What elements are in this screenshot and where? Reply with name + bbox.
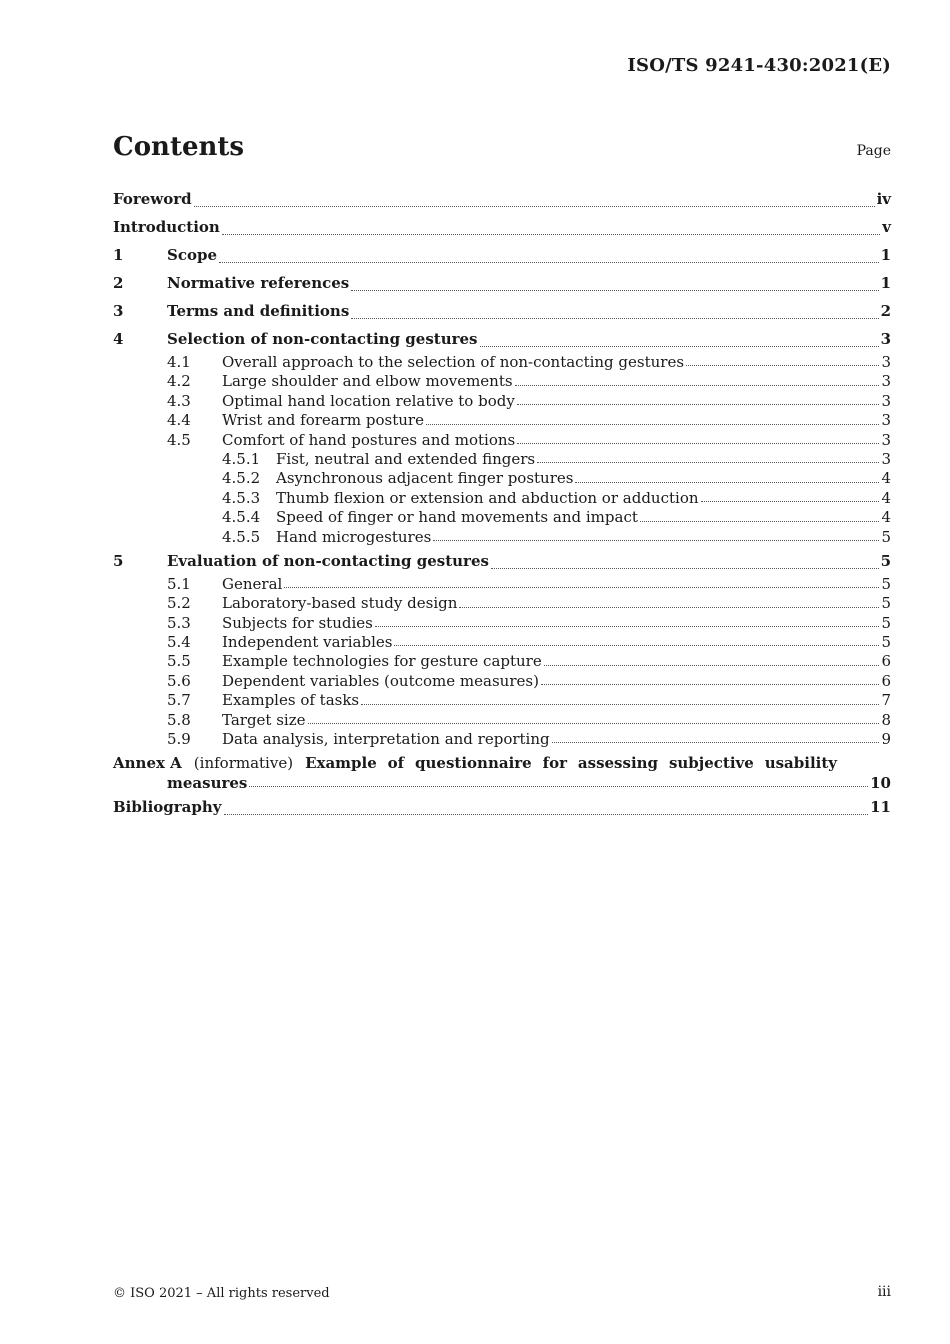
toc-entry-number: 5.1 <box>167 574 191 593</box>
toc-entry-page: 5 <box>881 594 891 613</box>
toc-entry-page: 5 <box>880 551 891 570</box>
toc-entry-number: 1 <box>113 246 124 264</box>
toc-entry-page: 4 <box>881 508 891 527</box>
toc-entry-page: 1 <box>880 274 891 292</box>
toc-entry[interactable] <box>113 508 891 527</box>
dot-leader <box>284 586 879 588</box>
page-column-label: Page <box>856 143 891 159</box>
toc-entry-page: 3 <box>881 449 891 468</box>
toc-entry-number: 3 <box>113 302 124 320</box>
toc-entry-page: 5 <box>881 527 891 546</box>
annex-title-line2: measures <box>167 774 248 793</box>
toc-entry-page: 11 <box>870 798 891 817</box>
toc-entry-page: 8 <box>881 710 891 729</box>
dot-leader <box>544 664 880 666</box>
toc-entry-page: 7 <box>881 691 891 710</box>
toc-entry-page: 4 <box>881 488 891 507</box>
dot-leader <box>575 481 879 483</box>
toc-entry[interactable] <box>113 269 891 297</box>
toc-entry[interactable] <box>113 185 891 213</box>
dot-leader <box>222 233 880 235</box>
toc-entry-title: Asynchronous adjacent finger postures <box>276 469 574 488</box>
toc-entry-number: 4.3 <box>167 391 191 410</box>
toc-entry-title: Evaluation of non-contacting gestures <box>167 551 489 570</box>
dot-leader <box>537 461 879 463</box>
toc-entry-page: iv <box>876 190 891 208</box>
dot-leader <box>394 644 879 646</box>
toc-entry-page: 2 <box>880 302 891 320</box>
toc-entry[interactable] <box>113 614 891 633</box>
toc-entry[interactable] <box>113 213 891 241</box>
toc-entry-page: 5 <box>881 613 891 632</box>
toc-entry[interactable] <box>113 528 891 547</box>
toc-entry[interactable] <box>113 633 891 652</box>
toc-entry-page: 3 <box>880 330 891 348</box>
toc-entry-title: Large shoulder and elbow movements <box>222 372 513 391</box>
toc-entry-page: 3 <box>881 411 891 430</box>
toc-entry-title: Comfort of hand postures and motions <box>222 430 516 449</box>
dot-leader <box>515 384 880 386</box>
dot-leader <box>541 683 880 685</box>
toc-entry[interactable] <box>113 672 891 691</box>
toc-entry[interactable] <box>113 489 891 508</box>
dot-leader <box>491 567 879 569</box>
toc-entry[interactable] <box>113 730 891 749</box>
footer-page-number: iii <box>877 1284 891 1300</box>
toc-entry[interactable] <box>113 547 891 575</box>
dot-leader <box>194 205 875 207</box>
toc-entry-number: 4.5.1 <box>222 449 261 468</box>
footer-copyright: © ISO 2021 – All rights reserved <box>113 1286 330 1301</box>
toc-entry[interactable] <box>113 241 891 269</box>
dot-leader <box>480 345 879 347</box>
toc-entry-title: Selection of non-contacting gestures <box>167 330 478 348</box>
annex-title: Example of questionnaire for assessing subjective usability <box>305 754 837 773</box>
toc-entry-title: Scope <box>167 246 218 264</box>
dot-leader <box>219 261 879 263</box>
dot-leader <box>640 520 880 522</box>
toc-entry-number: 4.1 <box>167 353 191 371</box>
toc-entry-title: Speed of finger or hand movements and impact <box>276 508 638 527</box>
toc-entry-title: Fist, neutral and extended fingers <box>276 449 536 468</box>
toc-entry-number: 5 <box>113 551 124 570</box>
dot-leader <box>351 289 878 291</box>
toc-entry-number: 4.5.5 <box>222 527 261 546</box>
toc-entry-page: 3 <box>881 430 891 449</box>
toc-entry-number: 5.3 <box>167 613 191 632</box>
toc-entry-title: Thumb flexion or extension and abduction or adduction <box>276 488 699 507</box>
toc-entry-title: Laboratory-based study design <box>222 594 458 613</box>
toc-entry[interactable] <box>113 450 891 469</box>
toc-entry-title: Foreword <box>113 190 192 208</box>
toc-entry-title: Overall approach to the selection of non-contacting gestures <box>222 353 685 371</box>
toc-entry-number: 4.4 <box>167 411 191 430</box>
toc-entry-title: Examples of tasks <box>222 691 360 710</box>
toc-entry-page: 5 <box>881 574 891 593</box>
toc-entry-page: 4 <box>881 469 891 488</box>
page-title: Contents <box>113 132 245 162</box>
toc-entry-page: 9 <box>881 730 891 749</box>
toc-entry[interactable] <box>113 353 891 372</box>
toc-entry[interactable] <box>113 431 891 450</box>
toc-entry[interactable] <box>113 372 891 391</box>
toc-entry[interactable] <box>113 297 891 325</box>
dot-leader <box>517 403 880 405</box>
dot-leader <box>459 606 879 608</box>
toc-entry[interactable] <box>113 575 891 594</box>
dot-leader <box>426 423 879 425</box>
toc-entry-title: Bibliography <box>113 798 222 817</box>
toc-entry[interactable] <box>113 652 891 671</box>
toc-entry[interactable] <box>113 711 891 730</box>
toc-entry-number: 5.4 <box>167 633 191 652</box>
annex-qualifier: (informative) <box>193 754 294 773</box>
annex-title-line <box>113 753 891 773</box>
toc-entry-number: 5.7 <box>167 691 191 710</box>
toc-entry-number: 5.5 <box>167 652 191 671</box>
toc-entry-title: Wrist and forearm posture <box>222 411 424 430</box>
dot-leader <box>552 741 880 743</box>
toc-entry-page: 6 <box>881 671 891 690</box>
toc-entry-number: 5.2 <box>167 594 191 613</box>
annex-label: Annex A <box>113 754 182 773</box>
dot-leader <box>433 539 879 541</box>
toc-entry-page: 5 <box>881 633 891 652</box>
toc-entry[interactable] <box>113 392 891 411</box>
dot-leader <box>375 625 880 627</box>
toc-entry-annex-a[interactable] <box>113 753 891 793</box>
toc-entry-page: v <box>882 218 891 236</box>
toc-entry-number: 5.8 <box>167 710 191 729</box>
document-id: ISO/TS 9241-430:2021(E) <box>627 55 891 76</box>
toc-entry-title: Hand microgestures <box>276 527 432 546</box>
dot-leader <box>351 317 878 319</box>
toc-entry-page: 3 <box>881 391 891 410</box>
toc-entry-title: Dependent variables (outcome measures) <box>222 671 539 690</box>
toc-entry-number: 4.5.2 <box>222 469 261 488</box>
toc-entry-title: Example technologies for gesture capture <box>222 652 542 671</box>
toc-entry-number: 4 <box>113 330 124 348</box>
dot-leader <box>686 364 879 366</box>
toc-entry-title: Optimal hand location relative to body <box>222 391 515 410</box>
toc-entry-title: Independent variables <box>222 633 393 652</box>
dot-leader <box>517 442 879 444</box>
toc-entry-number: 4.2 <box>167 372 191 391</box>
toc-entry[interactable] <box>113 325 891 353</box>
dot-leader <box>249 785 868 787</box>
toc-entry-title: Data analysis, interpretation and reporting <box>222 730 550 749</box>
dot-leader <box>224 813 869 815</box>
toc-entry-bibliography[interactable] <box>113 793 891 821</box>
toc-entry-number: 5.6 <box>167 671 191 690</box>
dot-leader <box>361 703 879 705</box>
annex-page: 10 <box>870 774 891 793</box>
toc-entry-number: 2 <box>113 274 124 292</box>
toc-entry-title: Terms and definitions <box>167 302 350 320</box>
toc-entry-page: 3 <box>881 372 891 391</box>
table-of-contents <box>113 185 891 821</box>
toc-entry-title: Introduction <box>113 218 220 236</box>
toc-entry-number: 4.5 <box>167 430 191 449</box>
toc-entry[interactable] <box>113 469 891 488</box>
toc-entry[interactable] <box>113 411 891 430</box>
toc-entry-title: Target size <box>222 710 306 729</box>
dot-leader <box>308 722 880 724</box>
toc-entry-title: Subjects for studies <box>222 613 373 632</box>
toc-entry[interactable] <box>113 691 891 710</box>
annex-title-continuation <box>113 773 891 793</box>
toc-entry-number: 5.9 <box>167 730 191 749</box>
toc-entry-title: General <box>222 574 283 593</box>
toc-entry-number: 4.5.3 <box>222 488 261 507</box>
toc-entry-page: 6 <box>881 652 891 671</box>
toc-entry[interactable] <box>113 594 891 613</box>
toc-entry-title: Normative references <box>167 274 350 292</box>
toc-entry-number: 4.5.4 <box>222 508 261 527</box>
toc-entry-page: 3 <box>881 353 891 371</box>
toc-entry-page: 1 <box>880 246 891 264</box>
dot-leader <box>701 500 880 502</box>
